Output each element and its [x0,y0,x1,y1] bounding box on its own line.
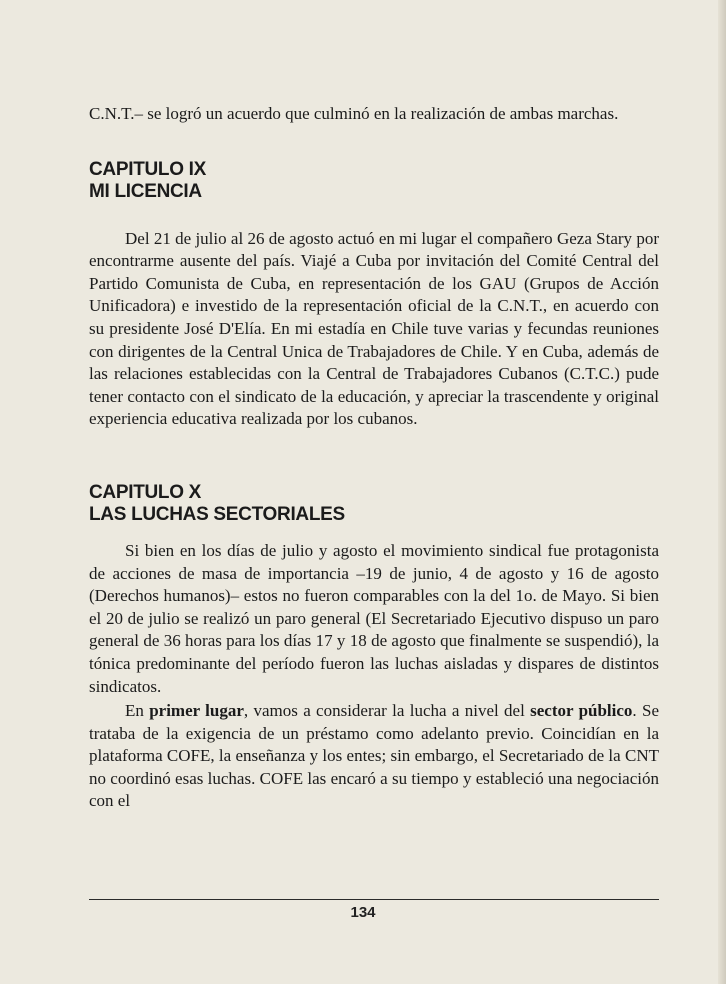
chapter-ix-number: CAPITULO IX [89,158,207,180]
chapter-x-paragraph-2 [89,700,659,813]
chapter-ix-heading [89,159,659,203]
chapter-ix-title: MI LICENCIA [89,180,202,202]
paragraph-2-end: . Se trataba de la exigencia de un préstamo como adelanto previo. Coincidían en la plataforma COFE, la enseñanza y los entes; sin embargo, el Secretariado de la CNT no coordinó esas luchas. COFE las encaró a su tiempo y estableció una negociación con el [89,701,659,811]
chapter-x-paragraph-1: Si bien en los días de julio y agosto el movimiento sindical fue protagonista de acciones de masa de importancia –19 de junio, 4 de agosto y 16 de agosto (Derechos humanos)– estos no fueron comparables con la del 1o. de Mayo. Si bien el 20 de julio se realizó un paro general (El Secretariado Ejecutivo dispuso un paro general de 36 horas para los días 17 y 18 de agosto que finalmente se suspendió), la tónica predominante del período fueron las luchas aisladas y dispares de distintos sindicatos. [89,540,659,696]
opening-paragraph: C.N.T.– se logró un acuerdo que culminó en la realización de ambas marchas. [89,104,619,123]
page-edge [718,0,726,984]
paragraph-2-bold-first: primer lugar [149,701,244,721]
paragraph-2-middle: , vamos a considerar la lucha a nivel del [243,701,531,721]
paragraph-2-start: En [125,701,150,721]
chapter-ix-paragraph: Del 21 de julio al 26 de agosto actuó en mi lugar el compañero Geza Stary por encontrarme ausente del país. Viajé a Cuba por invitación del Comité Central del Partido Comunista de Cuba, en representación de los GAU (Grupos de Acción Unificadora) e investido de la representación oficial de la C.N.T., en acuerdo con su presidente José D'Elía. En mi estadía en Chile tuve varias y fecundas reuniones con dirigentes de la Central Unica de Trabajadores de Chile. Y en Cuba, además de las relaciones establecidas con la Central de Trabajadores Cubanos (C.T.C.) pude tener contacto con el sindicato de la educación, y apreciar la trascendente y original experiencia educativa realizada por los cubanos. [89,228,659,429]
page-body [89,103,659,813]
chapter-x-heading [89,482,659,526]
chapter-x-title: LAS LUCHAS SECTORIALES [89,503,345,525]
page-number: 134 [350,904,376,921]
paragraph-2-bold-second: sector público [530,701,633,721]
chapter-x-number: CAPITULO X [89,481,202,503]
footer-rule [89,899,659,900]
